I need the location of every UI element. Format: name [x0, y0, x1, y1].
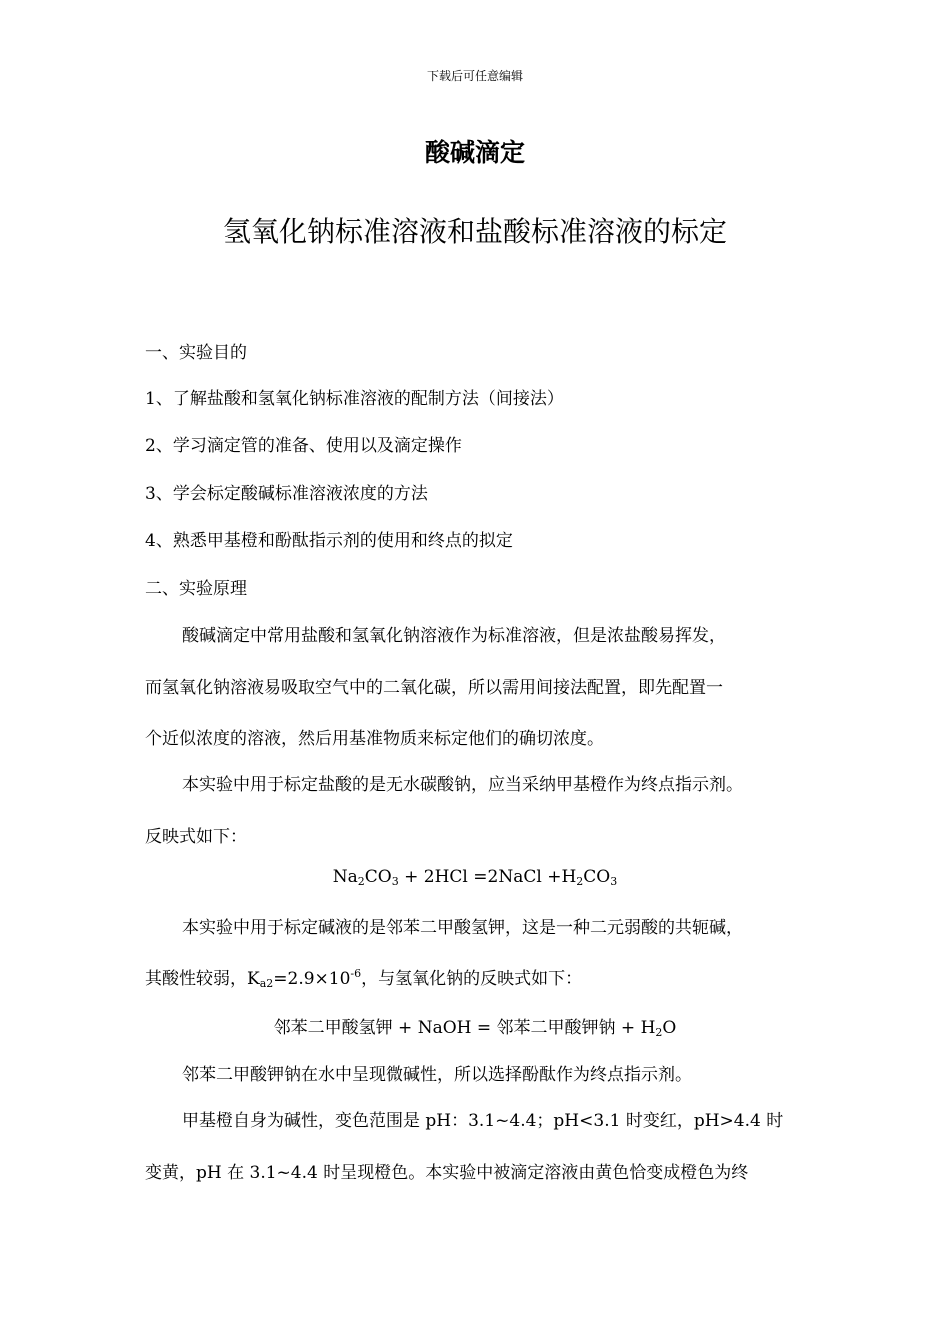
document-title: 酸碱滴定	[424, 138, 525, 167]
paragraph-line: 本实验中用于标定盐酸的是无水碳酸钠，应当采纳甲基橙作为终点指示剂。	[182, 775, 743, 795]
paragraph-line: 甲基橙自身为碱性，变色范围是 pH：3.1~4.4；pH<3.1 时变红，pH>4.4 时	[182, 1111, 784, 1131]
paragraph-line: 邻苯二甲酸钾钠在水中呈现微碱性，所以选择酚酞作为终点指示剂。	[182, 1065, 692, 1085]
purpose-item-2: 2、学习滴定管的准备、使用以及滴定操作	[145, 436, 462, 456]
paragraph-line-ka: 其酸性较弱，$K_{a2}=2.9\times 10^{-6}$，与氢氧化钠的反映式如下：	[145, 967, 583, 990]
paragraph-line: 酸碱滴定中常用盐酸和氢氧化钠溶液作为标准溶液，但是浓盐酸易挥发，	[182, 626, 726, 646]
page-header: 下载后可任意编辑	[426, 69, 523, 83]
purpose-item-4: 4、熟悉甲基橙和酚酞指示剂的使用和终点的拟定	[145, 531, 513, 551]
paragraph-line: 本实验中用于标定碱液的是邻苯二甲酸氢钾，这是一种二元弱酸的共轭碱，	[182, 918, 743, 938]
equation-sodium-carbonate: $Na_2CO_3 + 2HCl$ =2NaCl $+H_2CO_3$	[332, 867, 618, 888]
section-heading-principle: 二、实验原理	[145, 579, 247, 599]
paragraph-line: 而氢氧化钠溶液易吸取空气中的二氧化碳，所以需用间接法配置，即先配置一	[145, 678, 723, 698]
equation-khp: 邻苯二甲酸氢钾 + NaOH = 邻苯二甲酸钾钠 + $H_2O$	[273, 1018, 677, 1039]
paragraph-line: 个近似浓度的溶液，然后用基准物质来标定他们的确切浓度。	[145, 729, 604, 749]
purpose-item-3: 3、学会标定酸碱标准溶液浓度的方法	[145, 484, 428, 504]
section-heading-purpose: 一、实验目的	[145, 343, 247, 363]
paragraph-line: 变黄，pH 在 3.1~4.4 时呈现橙色。本实验中被滴定溶液由黄色恰变成橙色为终	[145, 1163, 749, 1183]
paragraph-line: 反映式如下：	[145, 827, 247, 847]
document-subtitle: 氢氧化钠标准溶液和盐酸标准溶液的标定	[222, 215, 727, 248]
purpose-item-1: 1、了解盐酸和氢氧化钠标准溶液的配制方法（间接法）	[145, 389, 564, 409]
